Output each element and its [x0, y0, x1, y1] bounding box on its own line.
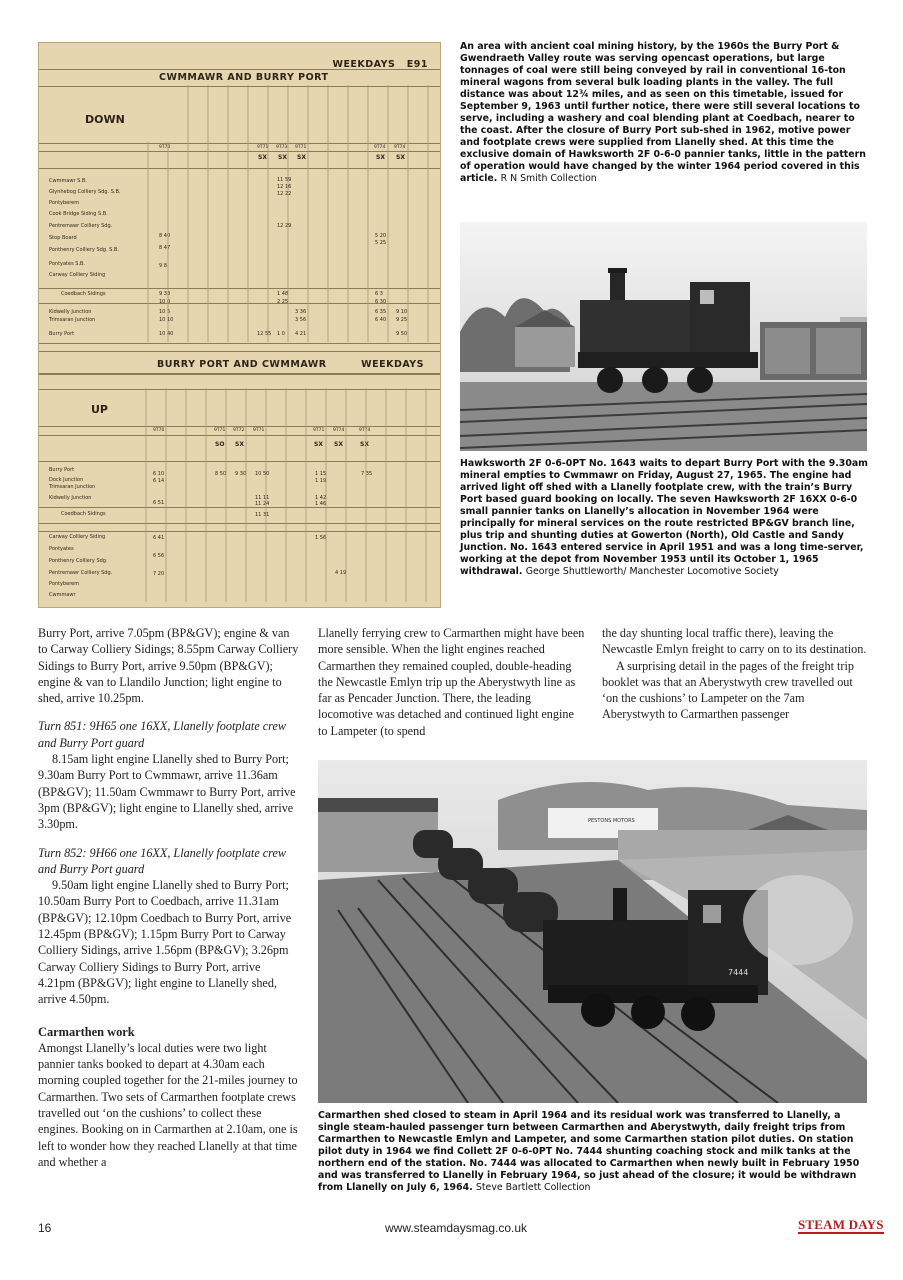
photo2-caption: Carmarthen shed closed to steam in April 1964 and its residual work was transferred to Llanelly, a single steam-hauled passenger turn between Carmarthen and Aberystwyth, daily freight trips from Carmarthen to Newcastle Emlyn and Lampeter, and some Carmarthen station pilot duties. On station pilot duty in 1964 we find Collett 2F 0-6-0PT No. 7444 shunting coaching stock and milk tanks at the northern end of the station. No. 7444 was allocated to Carmarthen when newly built in February 1950 and was transferred to Llanelly in February 1964, so just ahead of the closure; it would be withdrawn from Llanelly on July 6, 1964. Steve Bartlett Collection — [318, 1110, 860, 1193]
time-cell: 1 15 — [315, 471, 327, 477]
train-code: 9T72 — [233, 428, 245, 433]
time-cell: 10 50 — [255, 471, 270, 477]
article-column-1 — [38, 625, 300, 1170]
timetable-weekdays-down: WEEKDAYS E91 — [332, 59, 428, 70]
timetable-down-label: DOWN — [85, 113, 125, 126]
time-cell: 1 0 — [277, 331, 285, 337]
time-cell: 6 14 — [153, 478, 165, 484]
timetable-down-title: CWMMAWR AND BURRY PORT — [159, 72, 329, 83]
paragraph: Llanelly ferrying crew to Carmarthen might have been more sensible. When the light engines reached Carmarthen they remained coupled, double-heading the Newcastle Emlyn trip up the Aberystwyth line as far as Pencader Junction. There, the leading locomotive was detached and continued light engine to Lampeter (to spend — [318, 626, 585, 738]
time-cell: 1 42 — [315, 495, 327, 501]
time-cell: 8 40 — [159, 233, 171, 239]
timetable-grid — [38, 42, 441, 608]
photo-pannier-tank-7444 — [318, 760, 867, 1103]
train-code: 9T70 — [153, 428, 165, 433]
time-cell: 11 59 — [277, 177, 292, 183]
time-cell: 7 35 — [361, 471, 373, 477]
station-name: Pentremawr Colliery Sdg. — [49, 223, 113, 229]
sx-mark: SX — [396, 154, 405, 161]
time-cell: 5 20 — [375, 233, 387, 239]
train-code: 9T71 — [253, 428, 265, 433]
paragraph: 8.15am light engine Llanelly shed to Burry Port; 9.30am Burry Port to Cwmmawr, arrive 11.36am (BP&GV); 11.50am Cwmmawr to Burry Port, arrive 3pm (BP&GV); light engine to Llanelly shed, arrive 3.30pm. — [38, 752, 296, 832]
time-cell: 7 20 — [153, 571, 165, 577]
sx-mark: SX — [334, 441, 343, 448]
station-name: Pontyates S.B. — [49, 261, 86, 267]
time-cell: 8 50 — [215, 471, 227, 477]
paragraph: the day shunting local traffic there), leaving the Newcastle Emlyn freight to carry on to its destination. — [602, 626, 867, 657]
time-cell: 6 10 — [153, 471, 165, 477]
time-cell: 11 24 — [255, 501, 270, 507]
photo-credit: Steve Bartlett Collection — [475, 1182, 591, 1193]
photo1-caption: Hawksworth 2F 0-6-0PT No. 1643 waits to depart Burry Port with the 9.30am mineral empties to Cwmmawr on Friday, August 27, 1965. The engine had arrived light off shed with a Llanelly footplate crew, with the train’s Burry Port based guard booking on locally. The seven Hawksworth 2F 16XX 0-6-0 small pannier tanks on Llanelly’s allocation in November 1964 were principally for mineral services on the route restricted BP&GV branch line, plus trip and shunting duties at Gowerton (North), Old Castle and Sandy Junction. No. 1643 entered service in April 1951 and was a long time-server, working at the depot from November 1953 until its October 1, 1965 withdrawal. George Shuttleworth/ Manchester Locomotive Society — [460, 458, 868, 577]
time-cell: 6 3 — [375, 291, 383, 297]
time-cell: 8 47 — [159, 245, 171, 251]
station-name: Coedbach Sidings — [61, 291, 106, 297]
station-name: Pontyates — [49, 546, 74, 552]
train-code: 9T71 — [257, 145, 269, 150]
loco-number: 7444 — [728, 968, 749, 977]
station-name: Ponthenry Colliery Sdg. S.B. — [49, 247, 119, 253]
sx-mark: SX — [258, 154, 267, 161]
so-mark: SO — [215, 441, 225, 448]
timetable-up-title: BURRY PORT AND CWMMAWR — [157, 359, 327, 370]
time-cell: 9 25 — [396, 317, 408, 323]
photo-pannier-tank-1643 — [460, 222, 867, 451]
train-code: 9T73 — [276, 145, 288, 150]
page-number: 16 — [38, 1221, 52, 1235]
time-cell: 9 50 — [396, 331, 408, 337]
turn-heading: Turn 851: 9H65 one 16XX, Llanelly footplate crew and Burry Port guard — [38, 719, 287, 750]
train-code: 9T71 — [295, 145, 307, 150]
train-code: 9T71 — [313, 428, 325, 433]
time-cell: 10 40 — [159, 331, 174, 337]
time-cell: 6 51 — [153, 500, 165, 506]
train-code: 9T71 — [214, 428, 226, 433]
station-name: Ponthenry Colliery Sdg. — [49, 558, 108, 564]
time-cell: 12 16 — [277, 184, 292, 190]
time-cell: 12 29 — [277, 223, 292, 229]
time-cell: 12 55 — [257, 331, 272, 337]
time-cell: 6 56 — [153, 553, 165, 559]
time-cell: 10 10 — [159, 317, 174, 323]
station-name: Stop Board — [49, 235, 77, 241]
sx-mark: SX — [314, 441, 323, 448]
article-column-2 — [318, 625, 585, 739]
train-code: 9T74 — [333, 428, 345, 433]
time-cell: 6 40 — [375, 317, 387, 323]
station-name: Kidwelly Junction — [49, 309, 92, 315]
paragraph: A surprising detail in the pages of the freight trip booklet was that an Aberystwyth crew travelled out ‘on the cushions’ to Lampeter on the 7am Aberystwyth to Carmarthen passenger — [602, 658, 854, 722]
train-code: 9T74 — [394, 145, 406, 150]
sx-mark: SX — [235, 441, 244, 448]
time-cell: 12 22 — [277, 191, 292, 197]
sign-text: PESTONS MOTORS — [588, 818, 635, 824]
station-name: Pontyberem — [49, 581, 80, 587]
time-cell: 9 30 — [235, 471, 247, 477]
station-name: Pentremawr Colliery Sdg. — [49, 570, 113, 576]
timetable-caption: An area with ancient coal mining history, by the 1960s the Burry Port & Gwendraeth Valley route was serving opencast operations, but large tonnages of coal were still being conveyed by rail in conventional 16-ton mineral wagons from several bulk loading plants in the valley. The full distance was about 12¾ miles, and as seen on this timetable, issued for September 9, 1963 until further notice, there were still several locations to serve, including a washery and coal blending plant at Coedbach, nearer to the coast. After the closure of Burry Port sub-shed in 1962, motive power and footplate crews were supplied from Llanelly shed. At this time the exclusive domain of Hawksworth 2F 0-6-0 pannier tanks, little in the pattern of operation would have changed by the winter 1964 period covered in this article. R N Smith Collection — [460, 41, 866, 184]
time-cell: 3 36 — [295, 309, 307, 315]
station-name: Burry Port — [49, 331, 75, 337]
brand-logo: STEAM DAYS — [798, 1217, 884, 1232]
paragraph: Burry Port, arrive 7.05pm (BP&GV); engine & van to Carway Colliery Sidings; 8.55pm Carway Colliery Sidings to Burry Port, arrive 9.50pm (BP&GV); engine & van to Llandilo Junction; light engine to shed, arrive 10.25pm. — [38, 626, 299, 706]
article-column-3 — [602, 625, 868, 723]
time-cell: 1 46 — [315, 501, 327, 507]
station-name: Cwmmawr S.B. — [49, 178, 87, 184]
time-cell: 9 10 — [396, 309, 408, 315]
photo-credit: R N Smith Collection — [500, 173, 597, 184]
time-cell: 1 19 — [315, 478, 327, 484]
time-cell: 6 35 — [375, 309, 387, 315]
footer-url[interactable]: www.steamdaysmag.co.uk — [385, 1221, 528, 1235]
station-name: Dock Junction — [49, 477, 84, 483]
station-name: Trimsaran Junction — [49, 317, 96, 323]
time-cell: 11 31 — [255, 512, 270, 518]
time-cell: 6 30 — [375, 299, 387, 305]
time-cell: 10 0 — [159, 299, 171, 305]
time-cell: 1 56 — [315, 535, 327, 541]
sx-mark: SX — [376, 154, 385, 161]
photo-credit: George Shuttleworth/ Manchester Locomotive Society — [525, 566, 779, 577]
station-name: Burry Port — [49, 467, 75, 473]
train-code: 9T74 — [374, 145, 386, 150]
station-name: Cook Bridge Siding S.B. — [49, 211, 108, 217]
timetable-up-label: UP — [91, 403, 108, 416]
time-cell: 11 11 — [255, 495, 270, 501]
time-cell: 10 5 — [159, 309, 171, 315]
time-cell: 4 21 — [295, 331, 307, 337]
paragraph: Amongst Llanelly’s local duties were two light pannier tanks booked to depart at 4.30am each morning coupled together for the 21-miles journey to Carmarthen. Two sets of Carmarthen footplate crews travelled out ‘on the cushions’ to collect these engines. Booking on in Carmarthen at 2.10am, one is left to wonder how they reached Llanelly at that time and whether a — [38, 1040, 298, 1169]
train-code: 9T74 — [359, 428, 371, 433]
section-heading: Carmarthen work — [38, 1024, 135, 1039]
station-name: Glynhebog Colliery Sdg. S.B. — [49, 189, 121, 195]
turn-heading: Turn 852: 9H66 one 16XX, Llanelly footplate crew and Burry Port guard — [38, 845, 287, 876]
time-cell: 4 19 — [335, 570, 347, 576]
paragraph: 9.50am light engine Llanelly shed to Burry Port; 10.50am Burry Port to Coedbach, arrive 11.31am (BP&GV); 12.10pm Coedbach to Burry Port, arrive 12.45pm (BP&GV); 1.15pm Burry Port to Carway Colliery Sidings, arrive 1.56pm (BP&GV); 3.26pm Carway Colliery Sidings to Burry Port, arrive 4.21pm (BP&GV); light engine to Llanelly shed, arrive 4.50pm. — [38, 878, 292, 1007]
time-cell: 2 25 — [277, 299, 289, 305]
time-cell: 3 56 — [295, 317, 307, 323]
sx-mark: SX — [297, 154, 306, 161]
timetable-weekdays-up: WEEKDAYS — [361, 359, 424, 370]
station-name: Trimsaran Junction — [49, 484, 96, 490]
time-cell: 6 41 — [153, 535, 165, 541]
sx-mark: SX — [278, 154, 287, 161]
time-cell: 1 48 — [277, 291, 289, 297]
station-name: Carway Colliery Siding — [49, 534, 106, 540]
station-name: Kidwelly Junction — [49, 495, 92, 501]
station-name: Coedbach Sidings — [61, 511, 106, 517]
time-cell: 9 33 — [159, 291, 171, 297]
station-name: Cwmmawr — [49, 592, 76, 598]
time-cell: 5 25 — [375, 240, 387, 246]
sx-mark: SX — [360, 441, 369, 448]
station-name: Pontyberem — [49, 200, 80, 206]
time-cell: 9 8 — [159, 263, 167, 269]
train-code: 9T70 — [159, 145, 171, 150]
station-name: Carway Colliery Siding — [49, 272, 106, 278]
